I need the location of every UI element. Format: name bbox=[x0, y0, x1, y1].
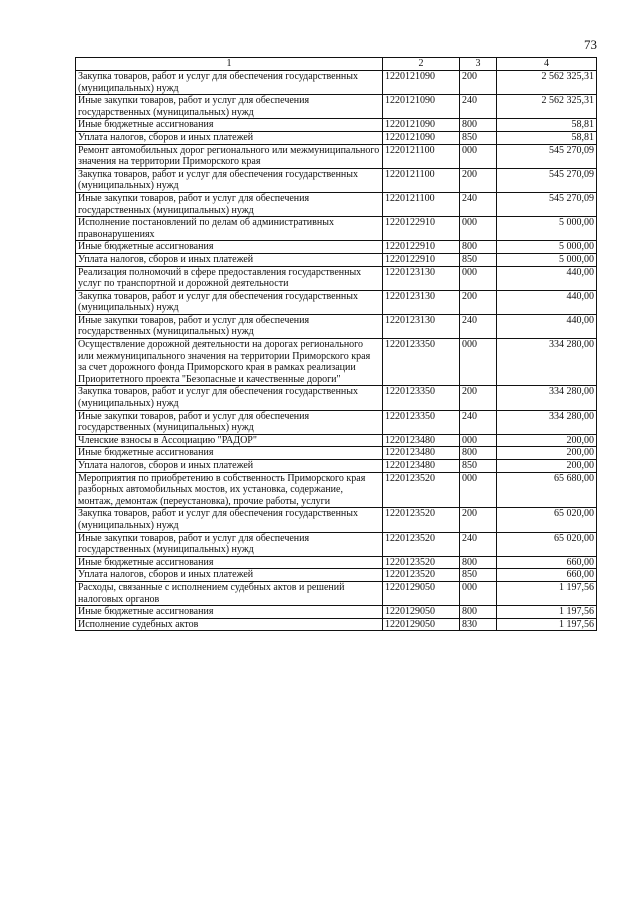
row-code-cell: 1220123130 bbox=[383, 314, 460, 338]
row-name-cell: Уплата налогов, сборов и иных платежей bbox=[76, 460, 383, 473]
table-row bbox=[76, 581, 597, 605]
column-header-4: 4 bbox=[497, 58, 597, 71]
row-amount-cell: 2 562 325,31 bbox=[497, 95, 597, 119]
row-name-cell: Исполнение судебных актов bbox=[76, 618, 383, 631]
row-amount-cell: 545 270,09 bbox=[497, 168, 597, 192]
row-amount-cell: 334 280,00 bbox=[497, 410, 597, 434]
table-row bbox=[76, 71, 597, 95]
row-amount-cell: 1 197,56 bbox=[497, 618, 597, 631]
row-amount-cell: 660,00 bbox=[497, 569, 597, 582]
row-amount-cell: 200,00 bbox=[497, 434, 597, 447]
row-kind-cell: 800 bbox=[460, 241, 497, 254]
row-code-cell: 1220123520 bbox=[383, 569, 460, 582]
row-name-cell: Закупка товаров, работ и услуг для обеспечения государственных (муниципальных) нужд bbox=[76, 290, 383, 314]
row-code-cell: 1220121090 bbox=[383, 119, 460, 132]
row-code-cell: 1220121100 bbox=[383, 168, 460, 192]
row-amount-cell: 200,00 bbox=[497, 460, 597, 473]
table-row bbox=[76, 618, 597, 631]
row-name-cell: Иные закупки товаров, работ и услуг для обеспечения государственных (муниципальных) нужд bbox=[76, 314, 383, 338]
table-row bbox=[76, 253, 597, 266]
row-amount-cell: 65 020,00 bbox=[497, 508, 597, 532]
row-amount-cell: 545 270,09 bbox=[497, 144, 597, 168]
row-name-cell: Закупка товаров, работ и услуг для обеспечения государственных (муниципальных) нужд bbox=[76, 71, 383, 95]
row-name-cell: Уплата налогов, сборов и иных платежей bbox=[76, 131, 383, 144]
row-name-cell: Иные бюджетные ассигнования bbox=[76, 556, 383, 569]
table-row bbox=[76, 569, 597, 582]
row-kind-cell: 800 bbox=[460, 447, 497, 460]
row-code-cell: 1220121100 bbox=[383, 192, 460, 216]
row-code-cell: 1220123350 bbox=[383, 386, 460, 410]
row-kind-cell: 000 bbox=[460, 581, 497, 605]
row-amount-cell: 334 280,00 bbox=[497, 339, 597, 386]
table-row bbox=[76, 314, 597, 338]
table-row bbox=[76, 217, 597, 241]
row-kind-cell: 000 bbox=[460, 144, 497, 168]
row-code-cell: 1220123520 bbox=[383, 508, 460, 532]
row-code-cell: 1220122910 bbox=[383, 241, 460, 254]
row-name-cell: Членские взносы в Ассоциацию "РАДОР" bbox=[76, 434, 383, 447]
row-name-cell: Мероприятия по приобретению в собственность Приморского края разборных автомобильных мостов, их установка, содержание, монтаж, демонтаж (переустановка), прочие работы, услуги bbox=[76, 472, 383, 508]
row-amount-cell: 58,81 bbox=[497, 131, 597, 144]
row-kind-cell: 200 bbox=[460, 508, 497, 532]
column-header-2: 2 bbox=[383, 58, 460, 71]
row-kind-cell: 240 bbox=[460, 95, 497, 119]
table-row bbox=[76, 386, 597, 410]
row-code-cell: 1220121100 bbox=[383, 144, 460, 168]
table-row bbox=[76, 532, 597, 556]
row-amount-cell: 200,00 bbox=[497, 447, 597, 460]
row-kind-cell: 240 bbox=[460, 314, 497, 338]
row-name-cell: Ремонт автомобильных дорог регионального или межмуниципального значения на территории Приморского края bbox=[76, 144, 383, 168]
row-amount-cell: 660,00 bbox=[497, 556, 597, 569]
row-kind-cell: 850 bbox=[460, 131, 497, 144]
row-kind-cell: 200 bbox=[460, 71, 497, 95]
row-code-cell: 1220123350 bbox=[383, 339, 460, 386]
row-name-cell: Закупка товаров, работ и услуг для обеспечения государственных (муниципальных) нужд bbox=[76, 508, 383, 532]
row-kind-cell: 240 bbox=[460, 192, 497, 216]
row-kind-cell: 850 bbox=[460, 253, 497, 266]
row-name-cell: Уплата налогов, сборов и иных платежей bbox=[76, 253, 383, 266]
row-code-cell: 1220123520 bbox=[383, 556, 460, 569]
table-row bbox=[76, 606, 597, 619]
row-code-cell: 1220123520 bbox=[383, 532, 460, 556]
row-name-cell: Иные бюджетные ассигнования bbox=[76, 606, 383, 619]
row-amount-cell: 1 197,56 bbox=[497, 581, 597, 605]
row-amount-cell: 65 680,00 bbox=[497, 472, 597, 508]
row-name-cell: Реализация полномочий в сфере предоставления государственных услуг по транспортной и дорожной деятельности bbox=[76, 266, 383, 290]
row-name-cell: Иные бюджетные ассигнования bbox=[76, 119, 383, 132]
row-amount-cell: 545 270,09 bbox=[497, 192, 597, 216]
column-header-3: 3 bbox=[460, 58, 497, 71]
row-kind-cell: 000 bbox=[460, 339, 497, 386]
row-name-cell: Уплата налогов, сборов и иных платежей bbox=[76, 569, 383, 582]
table-header-row bbox=[76, 58, 597, 71]
row-amount-cell: 5 000,00 bbox=[497, 241, 597, 254]
table-row bbox=[76, 410, 597, 434]
table-row bbox=[76, 266, 597, 290]
row-name-cell: Иные бюджетные ассигнования bbox=[76, 241, 383, 254]
table-row bbox=[76, 192, 597, 216]
table-row bbox=[76, 95, 597, 119]
row-code-cell: 1220122910 bbox=[383, 217, 460, 241]
row-kind-cell: 850 bbox=[460, 569, 497, 582]
row-code-cell: 1220123520 bbox=[383, 472, 460, 508]
budget-table bbox=[75, 57, 597, 631]
row-kind-cell: 000 bbox=[460, 434, 497, 447]
row-code-cell: 1220129050 bbox=[383, 581, 460, 605]
table-row bbox=[76, 290, 597, 314]
row-code-cell: 1220123130 bbox=[383, 266, 460, 290]
row-amount-cell: 440,00 bbox=[497, 314, 597, 338]
table-row bbox=[76, 339, 597, 386]
page-number: 73 bbox=[584, 37, 597, 52]
row-kind-cell: 200 bbox=[460, 168, 497, 192]
row-kind-cell: 000 bbox=[460, 217, 497, 241]
column-header-1: 1 bbox=[76, 58, 383, 71]
row-name-cell: Расходы, связанные с исполнением судебных актов и решений налоговых органов bbox=[76, 581, 383, 605]
row-amount-cell: 65 020,00 bbox=[497, 532, 597, 556]
row-name-cell: Исполнение постановлений по делам об административных правонарушениях bbox=[76, 217, 383, 241]
table-row bbox=[76, 144, 597, 168]
table-row bbox=[76, 131, 597, 144]
row-code-cell: 1220129050 bbox=[383, 606, 460, 619]
row-code-cell: 1220123480 bbox=[383, 447, 460, 460]
row-code-cell: 1220121090 bbox=[383, 131, 460, 144]
row-kind-cell: 800 bbox=[460, 556, 497, 569]
row-name-cell: Закупка товаров, работ и услуг для обеспечения государственных (муниципальных) нужд bbox=[76, 386, 383, 410]
row-kind-cell: 200 bbox=[460, 386, 497, 410]
row-kind-cell: 000 bbox=[460, 472, 497, 508]
table-row bbox=[76, 119, 597, 132]
table-row bbox=[76, 434, 597, 447]
row-name-cell: Осуществление дорожной деятельности на дорогах регионального или межмуниципального значения на территории Приморского края за счет дорожного фонда Приморского края в рамках реализации Приоритетного проекта "Безопасные и качественные дороги" bbox=[76, 339, 383, 386]
row-kind-cell: 200 bbox=[460, 290, 497, 314]
table-row bbox=[76, 447, 597, 460]
row-name-cell: Иные закупки товаров, работ и услуг для обеспечения государственных (муниципальных) нужд bbox=[76, 410, 383, 434]
row-code-cell: 1220123480 bbox=[383, 460, 460, 473]
table-body bbox=[76, 71, 597, 631]
row-kind-cell: 240 bbox=[460, 410, 497, 434]
row-code-cell: 1220123130 bbox=[383, 290, 460, 314]
table-row bbox=[76, 508, 597, 532]
row-kind-cell: 240 bbox=[460, 532, 497, 556]
row-amount-cell: 5 000,00 bbox=[497, 253, 597, 266]
row-name-cell: Иные бюджетные ассигнования bbox=[76, 447, 383, 460]
row-code-cell: 1220123350 bbox=[383, 410, 460, 434]
row-code-cell: 1220129050 bbox=[383, 618, 460, 631]
table-row bbox=[76, 556, 597, 569]
row-code-cell: 1220121090 bbox=[383, 71, 460, 95]
row-code-cell: 1220121090 bbox=[383, 95, 460, 119]
row-amount-cell: 334 280,00 bbox=[497, 386, 597, 410]
row-code-cell: 1220123480 bbox=[383, 434, 460, 447]
row-kind-cell: 830 bbox=[460, 618, 497, 631]
table-row bbox=[76, 241, 597, 254]
row-name-cell: Закупка товаров, работ и услуг для обеспечения государственных (муниципальных) нужд bbox=[76, 168, 383, 192]
row-kind-cell: 800 bbox=[460, 606, 497, 619]
row-amount-cell: 2 562 325,31 bbox=[497, 71, 597, 95]
table-row bbox=[76, 168, 597, 192]
row-kind-cell: 000 bbox=[460, 266, 497, 290]
row-amount-cell: 440,00 bbox=[497, 290, 597, 314]
row-amount-cell: 440,00 bbox=[497, 266, 597, 290]
row-kind-cell: 800 bbox=[460, 119, 497, 132]
row-amount-cell: 58,81 bbox=[497, 119, 597, 132]
row-kind-cell: 850 bbox=[460, 460, 497, 473]
row-name-cell: Иные закупки товаров, работ и услуг для обеспечения государственных (муниципальных) нужд bbox=[76, 95, 383, 119]
row-code-cell: 1220122910 bbox=[383, 253, 460, 266]
row-amount-cell: 1 197,56 bbox=[497, 606, 597, 619]
row-name-cell: Иные закупки товаров, работ и услуг для обеспечения государственных (муниципальных) нужд bbox=[76, 532, 383, 556]
table-row bbox=[76, 460, 597, 473]
row-name-cell: Иные закупки товаров, работ и услуг для обеспечения государственных (муниципальных) нужд bbox=[76, 192, 383, 216]
table-row bbox=[76, 472, 597, 508]
row-amount-cell: 5 000,00 bbox=[497, 217, 597, 241]
